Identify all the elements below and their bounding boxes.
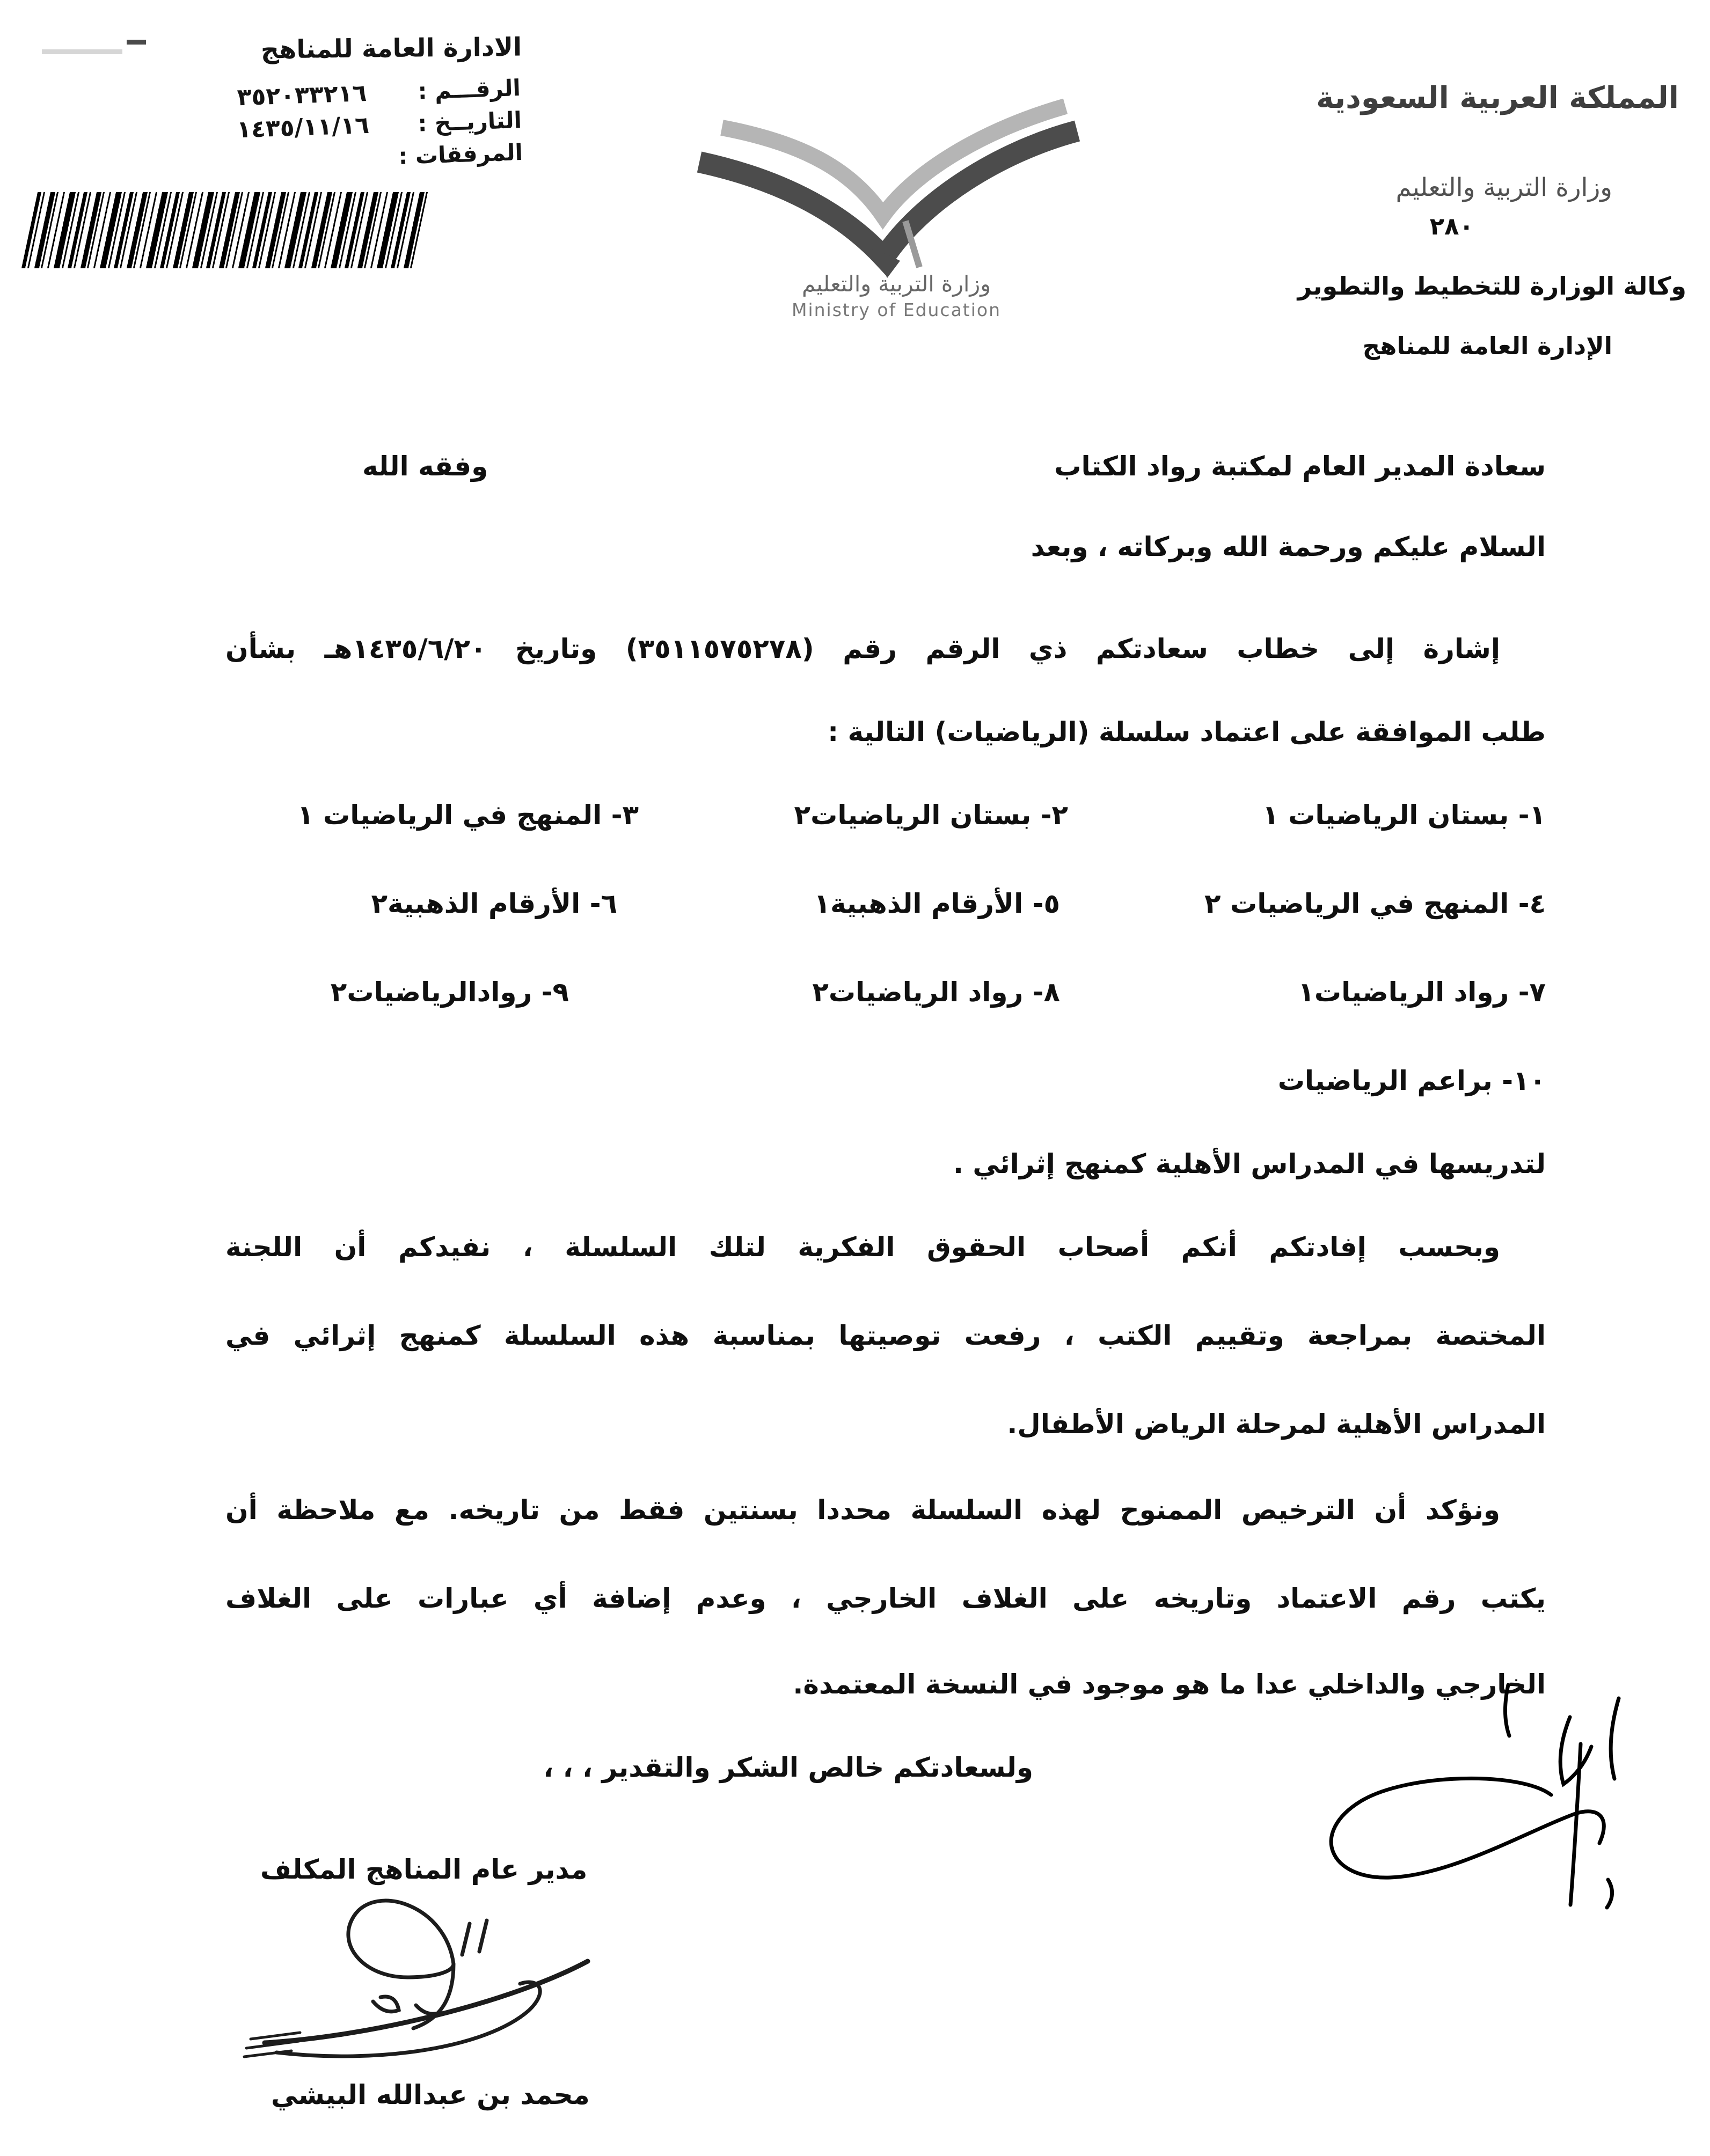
stamp-date-value: ١٤٣٥/١١/١٦ [236, 111, 370, 143]
paragraph2-line2: المختصة بمراجعة وتقييم الكتب ، رفعت توصيتها بمناسبة هذه السلسلة كمنهج إثرائي في [225, 1320, 1546, 1351]
closing-line: ولسعادتكم خالص الشكر والتقدير ، ، ، [543, 1752, 1033, 1783]
logo-caption-arabic: وزارة التربية والتعليم [801, 271, 991, 297]
series-item-6: ٦- الأرقام الذهبية٢ [371, 888, 617, 919]
signer-title: مدير عام المناهج المكلف [260, 1854, 588, 1885]
letterhead-agency: وكالة الوزارة للتخطيط والتطوير [1297, 272, 1686, 300]
letterhead-kingdom: المملكة العربية السعودية [1316, 80, 1679, 115]
greeting-line: السلام عليكم ورحمة الله وبركاته ، وبعد [1031, 531, 1546, 562]
series-item-10: ١٠- براعم الرياضيات [1277, 1065, 1546, 1096]
stamp-number-value: ٣٥٢٠٣٣٢١٦ [236, 79, 368, 111]
handwritten-annotation-scribble [1229, 1661, 1664, 1913]
series-row-3 [225, 977, 1546, 1038]
paragraph3-line3: الخارجي والداخلي عدا ما هو موجود في النسخة المعتمدة. [793, 1669, 1546, 1700]
paragraph2-line3: المدراس الأهلية لمرحلة الرياض الأطفال. [1007, 1409, 1546, 1440]
series-item-7: ٧- رواد الرياضيات١ [1298, 977, 1546, 1008]
paragraph3-line1: ونؤكد أن الترخيص الممنوح لهذه السلسلة محددا بسنتين فقط من تاريخه. مع ملاحظة أن [225, 1494, 1500, 1526]
series-item-4: ٤- المنهج في الرياضيات ٢ [1204, 888, 1546, 919]
signer-name: محمد بن عبدالله البيشي [271, 2079, 590, 2110]
blessing: وفقه الله [362, 451, 488, 482]
series-item-9: ٩- روادالرياضيات٢ [330, 977, 569, 1008]
stamp-attachments-label: المرفقات : [398, 138, 523, 170]
letterhead-department: الإدارة العامة للمناهج [1362, 332, 1612, 360]
logo-caption-english: Ministry of Education [791, 299, 1002, 320]
reference-line-1: إشارة إلى خطاب سعادتكم ذي الرقم رقم (٣٥١١٥٧٥٢٧٨) وتاريخ ١٤٣٥/٦/٢٠هـ بشأن [225, 633, 1500, 664]
series-item-2: ٢- بستان الرياضيات٢ [794, 800, 1068, 831]
series-item-1: ١- بستان الرياضيات ١ [1262, 800, 1546, 831]
recipient-line: سعادة المدير العام لمكتبة رواد الكتاب [1054, 451, 1546, 482]
letterhead-ministry-script: وزارة التربية والتعليم [1395, 173, 1612, 202]
stamp-department: الادارة العامة للمناهج [260, 32, 522, 65]
reference-line-2: طلب الموافقة على اعتماد سلسلة (الرياضيات) التالية : [828, 716, 1546, 747]
paragraph3-line2: يكتب رقم الاعتماد وتاريخه على الغلاف الخارجي ، وعدم إضافة أي عبارات على الغلاف [225, 1583, 1546, 1614]
series-item-8: ٨- رواد الرياضيات٢ [812, 977, 1060, 1008]
purpose-line: لتدريسها في المدراس الأهلية كمنهج إثرائي . [953, 1148, 1546, 1179]
stamp-number-label: الرقـــم : [417, 74, 521, 105]
series-item-5: ٥- الأرقام الذهبية١ [814, 888, 1060, 919]
stamp-date-label: التاريــخ : [417, 106, 522, 137]
series-row-2 [225, 888, 1546, 950]
series-row-4 [225, 1065, 1546, 1127]
paragraph2-line1: وبحسب إفادتكم أنكم أصحاب الحقوق الفكرية لتلك السلسلة ، نفيدكم أن اللجنة [225, 1231, 1500, 1263]
letterhead-number: ٢٨٠ [1429, 212, 1474, 240]
signature-scribble [201, 1875, 743, 2079]
series-row-1 [225, 800, 1546, 861]
series-item-3: ٣- المنهج في الرياضيات ١ [297, 800, 639, 831]
